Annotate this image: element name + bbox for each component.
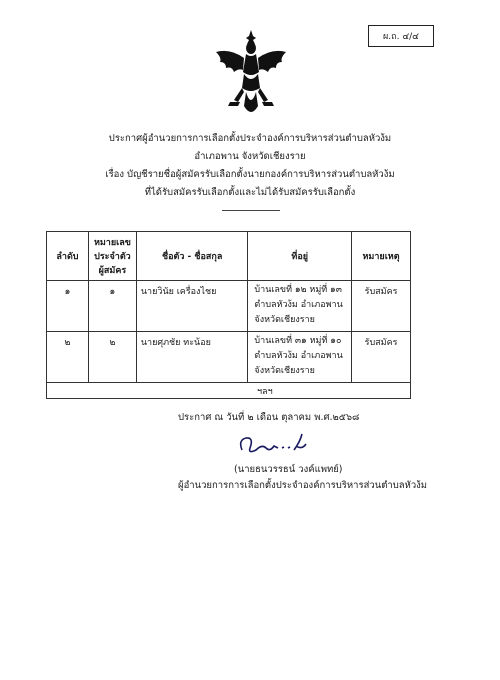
table-end-cell xyxy=(47,383,411,399)
address-line: จังหวัดเชียงราย xyxy=(254,315,315,325)
header-address: ที่อยู่ xyxy=(248,232,352,281)
table-row xyxy=(47,332,411,383)
address-line: ตำบลหัวง้ม อำเภอพาน xyxy=(254,300,343,310)
address-line: บ้านเลขที่ ๓๑ หมู่ที่ ๑๐ xyxy=(254,336,342,346)
cell-remark: รับสมัคร xyxy=(352,281,411,332)
heading-line: ที่ได้รับสมัครรับเลือกตั้งและไม่ได้รับสมัครรับเลือกตั้ง xyxy=(144,187,356,198)
address-line: บ้านเลขที่ ๑๒ หมู่ที่ ๑๓ xyxy=(254,285,342,295)
announcement-date: ประกาศ ณ วันที่ ๒ เดือน ตุลาคม พ.ศ.๒๕๖๘ xyxy=(178,412,360,423)
cell-name: นายศุภชัย ทะน้อย xyxy=(136,332,248,383)
table-header-row xyxy=(47,232,411,281)
cell-order: ๒ xyxy=(47,332,89,383)
header-number-line: ประจำตัว xyxy=(94,252,131,262)
cell-address xyxy=(248,281,352,332)
cell-address xyxy=(248,332,352,383)
end-mark: ฯลฯ xyxy=(257,387,273,397)
cell-candidate-number: ๑ xyxy=(88,281,136,332)
form-code-box xyxy=(368,25,434,47)
header-order: ลำดับ xyxy=(47,232,89,281)
cell-name: นายวินัย เครื่องไชย xyxy=(136,281,248,332)
cell-candidate-number: ๒ xyxy=(88,332,136,383)
header-number-line: ผู้สมัคร xyxy=(98,266,127,276)
handwritten-signature xyxy=(236,428,308,460)
form-code: ผ.ถ. ๔/๔ xyxy=(383,32,419,42)
heading-line: ประกาศผู้อำนวยการการเลือกตั้งประจำองค์การบริหารส่วนตำบลหัวง้ม xyxy=(108,133,392,144)
heading-divider xyxy=(222,210,280,211)
candidate-table xyxy=(46,231,411,399)
header-name: ชื่อตัว - ชื่อสกุล xyxy=(136,232,248,281)
address-line: ตำบลหัวง้ม อำเภอพาน xyxy=(254,351,343,361)
signer-name: (นายธนวรรธน์ วงค์แพทย์) xyxy=(234,464,343,475)
cell-order: ๑ xyxy=(47,281,89,332)
heading-line: อำเภอพาน จังหวัดเชียงราย xyxy=(194,151,306,162)
heading-line: เรื่อง บัญชีรายชื่อผู้สมัครรับเลือกตั้งนายกองค์การบริหารส่วนตำบลหัวง้ม xyxy=(105,169,395,180)
header-candidate-number xyxy=(88,232,136,281)
table-blank-row xyxy=(47,383,411,399)
table-row xyxy=(47,281,411,332)
signer-title: ผู้อำนวยการการเลือกตั้งประจำองค์การบริหารส่วนตำบลหัวง้ม xyxy=(178,480,428,491)
header-remark: หมายเหตุ xyxy=(352,232,411,281)
address-line: จังหวัดเชียงราย xyxy=(254,366,315,376)
cell-remark: รับสมัคร xyxy=(352,332,411,383)
header-number-line: หมายเลข xyxy=(93,238,131,248)
garuda-emblem-icon xyxy=(212,28,290,120)
announcement-heading xyxy=(60,130,440,202)
